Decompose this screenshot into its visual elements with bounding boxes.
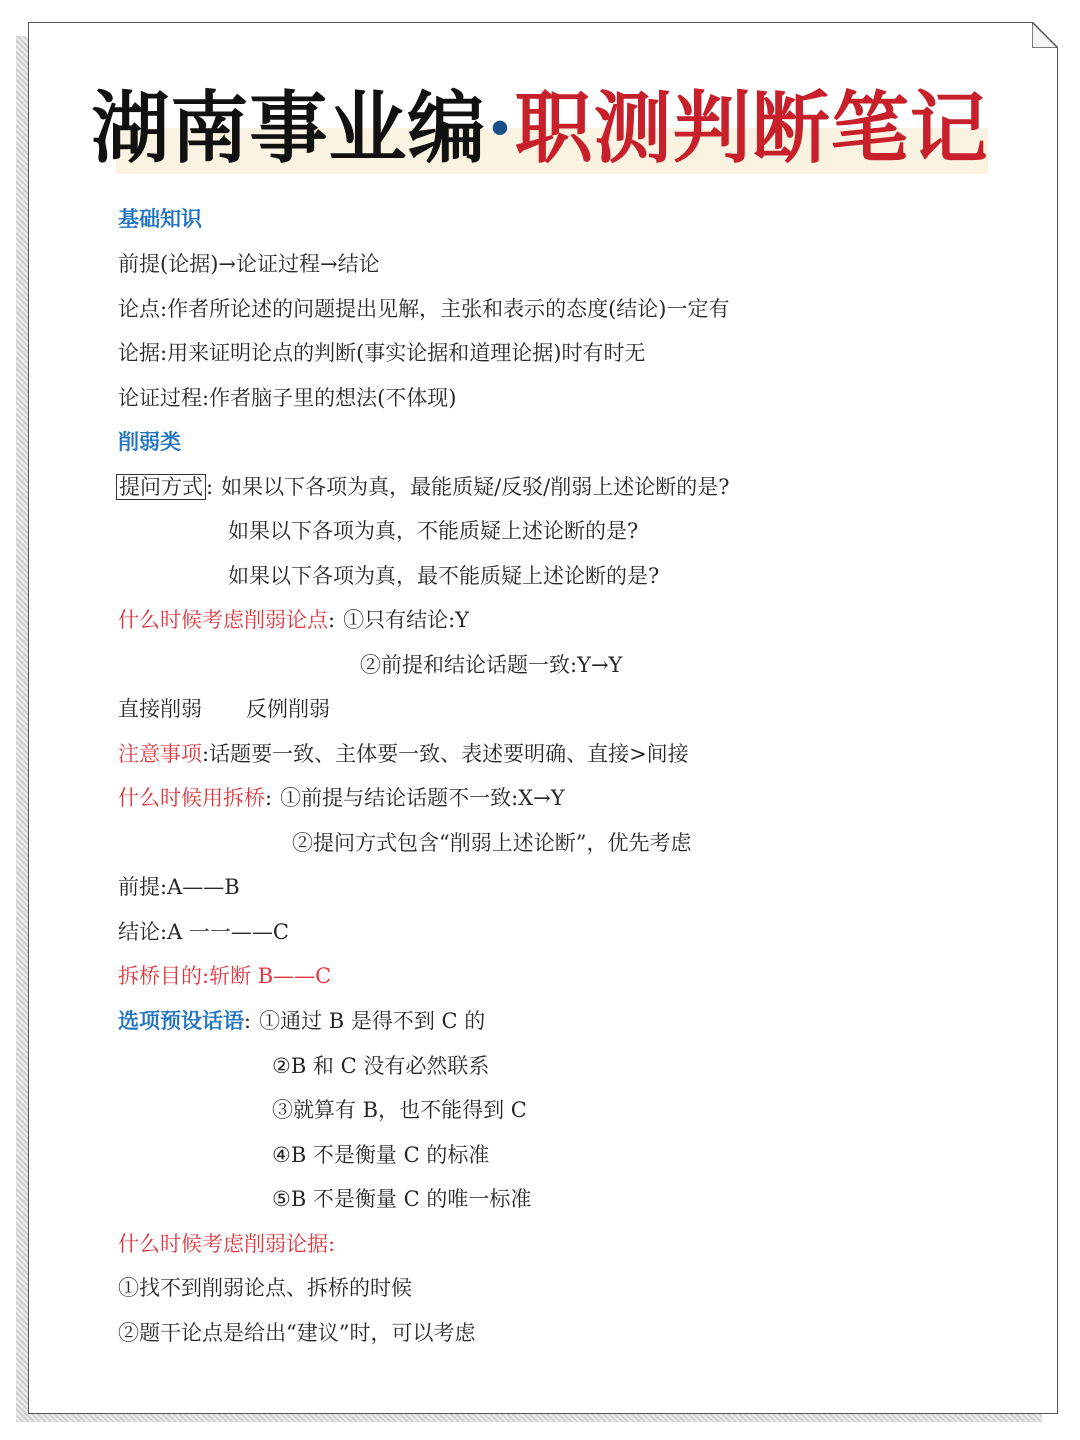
title-left: 湖南事业编 [91, 83, 487, 174]
title-dot: · [486, 83, 515, 174]
ask-question-3: 如果以下各项为真，最不能质疑上述论断的是? [228, 564, 660, 588]
bridge-label: 什么时候用拆桥 [118, 786, 265, 810]
when-evidence-label: 什么时候考虑削弱论据: [118, 1232, 336, 1256]
evidence-2: ②题干论点是给出“建议”时，可以考虑 [118, 1321, 476, 1345]
bridge-colon: : [265, 786, 273, 810]
option-5: ⑤B 不是衡量 C 的唯一标准 [272, 1187, 532, 1211]
option-line [118, 1006, 485, 1036]
note-line [118, 739, 689, 769]
option-colon: : [244, 1009, 252, 1033]
basics-line-1: 前提(论据)→论证过程→结论 [118, 252, 380, 276]
bridge-2: ②提问方式包含“削弱上述论断”，优先考虑 [292, 831, 692, 855]
conclusion-ac: 结论:A 一一——C [118, 920, 289, 944]
bridge-purpose: 拆桥目的:斩断 B——C [118, 964, 332, 988]
option-2: ②B 和 C 没有必然联系 [272, 1054, 490, 1078]
page-fold-icon [1032, 22, 1058, 48]
when-point-2: ②前提和结论话题一致:Y→Y [360, 653, 623, 677]
basics-line-3: 论据:用来证明论点的判断(事实论据和道理论据)时有时无 [118, 341, 646, 365]
ask-question-2: 如果以下各项为真，不能质疑上述论断的是? [228, 519, 639, 543]
page-title [0, 84, 1080, 174]
evidence-1: ①找不到削弱论点、拆桥的时候 [118, 1276, 412, 1300]
weaken-heading: 削弱类 [118, 429, 181, 454]
ask-colon: : [206, 475, 214, 499]
when-point-line [118, 605, 469, 635]
counter-weaken: 反例削弱 [246, 697, 330, 721]
note-text: :话题要一致、主体要一致、表述要明确、直接>间接 [202, 742, 689, 766]
ask-question-1: 如果以下各项为真，最能质疑/反驳/削弱上述论断的是? [221, 475, 730, 499]
basics-heading: 基础知识 [118, 206, 202, 231]
title-right: 职测判断笔记 [514, 83, 989, 174]
option-1: ①通过 B 是得不到 C 的 [259, 1009, 486, 1033]
basics-line-4: 论证过程:作者脑子里的想法(不体现) [118, 386, 457, 410]
bridge-1: ①前提与结论话题不一致:X→Y [280, 786, 565, 810]
direct-weaken: 直接削弱 [118, 697, 202, 721]
note-label: 注意事项 [118, 742, 202, 766]
when-point-colon: : [328, 608, 336, 632]
ask-line-1 [116, 472, 730, 502]
weaken-types-line [118, 694, 330, 724]
option-label: 选项预设话语 [118, 1008, 244, 1033]
when-point-1: ①只有结论:Y [343, 608, 470, 632]
option-4: ④B 不是衡量 C 的标准 [272, 1143, 490, 1167]
option-3: ③就算有 B，也不能得到 C [272, 1098, 527, 1122]
bridge-line [118, 783, 565, 813]
basics-line-2: 论点:作者所论述的问题提出见解，主张和表示的态度(结论)一定有 [118, 297, 730, 321]
ask-label: 提问方式 [116, 474, 206, 500]
when-point-label: 什么时候考虑削弱论点 [118, 608, 328, 632]
premise-ab: 前提:A——B [118, 875, 240, 899]
